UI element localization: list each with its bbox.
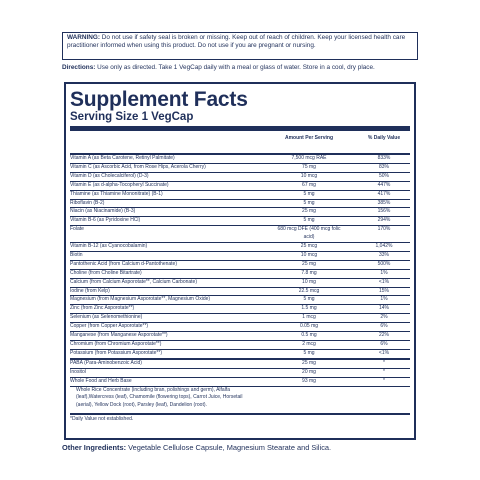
other-ingredients	[62, 443, 331, 452]
nutrient-name: Vitamin D (as Cholecalciferol) (D-3)	[70, 172, 149, 179]
nutrient-name: Vitamin B-12 (as Cyanocobalamin)	[70, 243, 148, 250]
table-row	[70, 332, 410, 341]
nutrient-amount: 0.05 mg	[299, 323, 319, 330]
nutrient-amount: 20 mg	[302, 368, 316, 375]
nutrient-amount: 1 mcg	[302, 314, 316, 321]
nutrient-daily-value: 6%	[380, 341, 388, 348]
directions	[62, 64, 418, 72]
table-row	[70, 270, 410, 279]
table-row	[70, 173, 410, 182]
nutrient-amount: 22.5 mcg	[298, 287, 320, 294]
nutrient-name: Zinc (from Zinc Asporotate**)	[70, 305, 135, 312]
nutrient-amount: 5 mg	[303, 190, 315, 197]
table-row	[70, 288, 410, 297]
nutrient-name: Vitamin B-6 (as Pyridoxine HCl)	[70, 217, 141, 224]
nutrient-daily-value: 1%	[380, 269, 388, 276]
nutrient-daily-value: 83%	[378, 163, 389, 170]
nutrient-table	[70, 155, 410, 387]
nutrient-daily-value: *	[383, 377, 385, 384]
nutrient-daily-value: 385%	[377, 199, 391, 206]
nutrient-amount: 67 mg	[302, 181, 316, 188]
nutrient-amount: 5 mg	[303, 199, 315, 206]
nutrient-daily-value: 50%	[378, 172, 389, 179]
table-row	[70, 243, 410, 252]
nutrient-amount: 10 mcg	[300, 172, 318, 179]
table-row	[70, 200, 410, 209]
nutrient-amount: 75 mg	[302, 163, 316, 170]
serving-size: Serving Size 1 VegCap	[70, 111, 194, 123]
nutrient-name: Manganese (from Manganese Asporotate**)	[70, 332, 168, 339]
nutrient-name: Potassium (from Potassium Asporotate**)	[70, 349, 162, 356]
nutrient-daily-value: *	[383, 368, 385, 375]
warning-label: WARNING:	[67, 34, 101, 41]
nutrient-amount: 25 mg	[302, 359, 316, 366]
nutrient-amount: 1.5 mg	[301, 305, 317, 312]
nutrient-name: Thiamine (as Thiamine Mononitrate) (B-1)	[70, 190, 163, 197]
facts-title: Supplement Facts	[70, 88, 248, 111]
nutrient-daily-value: 22%	[378, 332, 389, 339]
table-row	[70, 279, 410, 288]
nutrient-daily-value: 156%	[377, 208, 391, 215]
nutrient-daily-value: 2%	[380, 314, 388, 321]
nutrient-name: Choline (from Choline Bitartrate)	[70, 269, 142, 276]
footnote: *Daily Value not established.	[70, 413, 410, 422]
nutrient-amount: 93 mg	[302, 377, 316, 384]
nutrient-amount: 5 mg	[303, 349, 315, 356]
table-row	[70, 305, 410, 314]
nutrient-daily-value: <1%	[378, 349, 390, 356]
nutrient-daily-value: 14%	[378, 305, 389, 312]
column-header	[70, 131, 410, 155]
herb-base-detail: Whole Rice Concentrate (including bran, polishings and germ), Alfalfa (leaf),Watercress (leaf), Chamomile (flowering tops), Carrot Juice, Horsetail (aerial), Yellow Dock (root), Parsley (leaf), Dandelion (root).	[76, 386, 243, 409]
nutrient-name: Biotin	[70, 251, 83, 258]
nutrient-amount: 25 mcg	[300, 243, 318, 250]
warning-box	[62, 32, 418, 60]
nutrient-name: Folate	[70, 226, 84, 233]
nutrient-name: Riboflavin (B-2)	[70, 199, 105, 206]
nutrient-name: Copper (from Copper Asporotate**)	[70, 323, 149, 330]
nutrient-name: Iodine (from Kelp)	[70, 287, 110, 294]
directions-text: Use only as directed. Take 1 VegCap daily with a meal or glass of water. Store in a cool, dry place.	[97, 64, 375, 71]
table-row	[70, 378, 410, 387]
nutrient-amount: 5 mg	[303, 217, 315, 224]
table-row	[70, 323, 410, 332]
nutrient-name: PABA (Para-Aminobenzoic Acid)	[70, 359, 142, 366]
nutrient-name: Niacin (as Niacinamide) (B-3)	[70, 208, 136, 215]
warning-text: Do not use if safety seal is broken or missing. Keep out of reach of children. Keep your licensed health care practitioner informed when using this product. Do not use if you are pregnant or nursing.	[67, 34, 406, 50]
nutrient-amount: 680 mcg DFE (400 mcg folic acid)	[277, 226, 341, 241]
daily-value-header: % Daily Value	[367, 135, 401, 141]
nutrient-name: Chromium (from Chromium Asporotate**)	[70, 341, 162, 348]
nutrient-name: Calcium (from Calcium Asporotate**, Calcium Carbonate)	[70, 278, 197, 285]
amount-header: Amount Per Serving	[284, 135, 334, 141]
nutrient-daily-value: 294%	[377, 217, 391, 224]
nutrient-amount: 7,500 mcg RAE	[291, 155, 327, 161]
nutrient-name: Whole Food and Herb Base	[70, 377, 132, 384]
table-row	[70, 252, 410, 261]
table-row	[70, 208, 410, 217]
nutrient-daily-value: 417%	[377, 190, 391, 197]
nutrient-daily-value: 6%	[380, 323, 388, 330]
nutrient-amount: 10 mcg	[300, 251, 318, 258]
nutrient-daily-value: 447%	[377, 181, 391, 188]
nutrient-daily-value: 1%	[380, 296, 388, 303]
other-text: Vegetable Cellulose Capsule, Magnesium Stearate and Silica.	[128, 443, 332, 452]
nutrient-amount: 25 mg	[302, 260, 316, 267]
table-row	[70, 341, 410, 350]
nutrient-name: Selenium (as Selenomethionine)	[70, 314, 143, 321]
nutrient-name: Pantothenic Acid (from Calcium d-Pantothenate)	[70, 260, 177, 267]
table-row	[70, 155, 410, 164]
table-row	[70, 350, 410, 360]
nutrient-daily-value: 833%	[377, 155, 391, 161]
nutrient-name: Magnesium (from Magnesium Asporotate**, Magnesium Oxide)	[70, 296, 211, 303]
other-label: Other Ingredients:	[62, 443, 127, 452]
nutrient-amount: 25 mg	[302, 208, 316, 215]
table-row	[70, 164, 410, 173]
table-row	[70, 191, 410, 200]
nutrient-name: Vitamin A (as Beta Carotene, Retinyl Palmitate)	[70, 155, 175, 161]
nutrient-daily-value: 170%	[377, 226, 391, 233]
nutrient-amount: 7.8 mg	[301, 269, 317, 276]
table-row	[70, 296, 410, 305]
nutrient-daily-value: 33%	[378, 251, 389, 258]
table-row	[70, 217, 410, 226]
table-row	[70, 226, 410, 243]
nutrient-name: Vitamin C (as Ascorbic Acid, from Rose Hips, Acerola Cherry)	[70, 163, 206, 170]
nutrient-daily-value: <1%	[378, 278, 390, 285]
nutrient-amount: 2 mcg	[302, 341, 316, 348]
nutrient-daily-value: 15%	[378, 287, 389, 294]
table-row	[70, 314, 410, 323]
table-row	[70, 261, 410, 270]
nutrient-amount: 10 mg	[302, 278, 316, 285]
nutrient-daily-value: *	[383, 359, 385, 366]
table-row	[70, 360, 410, 369]
nutrient-amount: 5 mg	[303, 296, 315, 303]
nutrient-daily-value: 1,042%	[375, 243, 393, 250]
table-row	[70, 182, 410, 191]
nutrient-name: Vitamin E (as d-alpha-Tocopheryl Succinate)	[70, 181, 169, 188]
table-row	[70, 369, 410, 378]
nutrient-amount: 0.5 mg	[301, 332, 317, 339]
nutrient-daily-value: 500%	[377, 260, 391, 267]
directions-label: Directions:	[62, 64, 96, 71]
nutrient-name: Inositol	[70, 368, 86, 375]
supplement-facts-panel	[64, 82, 416, 440]
